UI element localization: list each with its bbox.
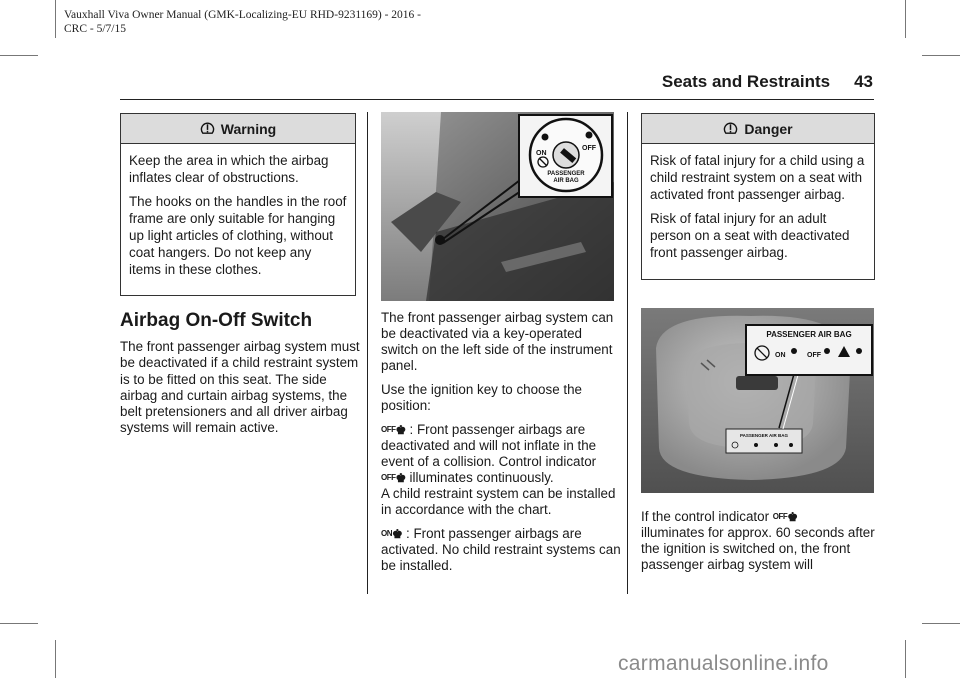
panel-title: PASSENGER AIR BAG	[766, 330, 852, 339]
danger-box	[641, 113, 875, 280]
page-number: 43	[854, 72, 873, 91]
danger-paragraph: Risk of fatal injury for an adult person on a seat with deactivated front passenger airbag.	[650, 211, 850, 260]
danger-title-text: Danger	[744, 120, 793, 137]
crop-mark	[55, 640, 56, 678]
middle-paragraph: Use the ignition key to choose the position:	[381, 382, 582, 413]
crop-mark	[905, 0, 906, 38]
airbag-off-indicator-icon: OFF♚	[381, 471, 406, 485]
middle-column	[381, 310, 621, 582]
page-heading	[662, 72, 873, 92]
document-header-line1: Vauxhall Viva Owner Manual (GMK-Localizing-EU RHD-9231169) - 2016 -	[64, 9, 422, 21]
airbag-switch-image	[381, 112, 614, 301]
crop-mark	[0, 55, 38, 56]
crop-mark	[922, 55, 960, 56]
off-position-text	[381, 422, 621, 486]
warning-icon	[723, 121, 738, 136]
panel-on-label: ON	[775, 352, 786, 359]
document-header-line2: CRC - 5/7/15	[64, 23, 126, 35]
panel-off-label: OFF	[807, 352, 821, 359]
watermark-text: carmanualsonline.info	[618, 652, 829, 675]
airbag-section	[120, 310, 360, 445]
warning-paragraph: Keep the area in which the airbag inflates clear of obstructions.	[129, 153, 329, 185]
middle-text: : Front passenger airbags are activated. No child restraint systems can be installed.	[381, 526, 621, 573]
airbag-off-indicator-icon: OFF♚	[772, 510, 798, 524]
crop-mark	[905, 640, 906, 678]
crop-mark	[922, 623, 960, 624]
danger-box-title	[642, 114, 874, 144]
switch-airbag-label: AIR BAG	[553, 178, 579, 184]
danger-paragraph: Risk of fatal injury for a child using a child restraint system on a seat with activated front passenger airbag.	[650, 153, 865, 202]
crop-mark	[0, 623, 38, 624]
on-position-text	[381, 526, 621, 574]
small-panel-title: PASSENGER AIR BAG	[739, 433, 789, 438]
middle-paragraph: The front passenger airbag system can be deactivated via a key-operated switch on the left side of the instrument panel.	[381, 310, 614, 373]
column-divider	[627, 112, 628, 594]
middle-paragraph: A child restraint system can be installed in accordance with the chart.	[381, 486, 616, 517]
document-header	[64, 8, 421, 36]
switch-passenger-label: PASSENGER	[547, 171, 585, 177]
airbag-heading: Airbag On-Off Switch	[120, 310, 313, 331]
middle-text: illuminates continuously.	[409, 470, 554, 485]
right-paragraph	[641, 509, 881, 573]
airbag-on-indicator-icon: ON♚	[381, 527, 403, 541]
warning-icon	[200, 121, 215, 136]
warning-box	[120, 113, 356, 296]
warning-box-title	[121, 114, 355, 144]
section-title: Seats and Restraints	[661, 72, 831, 91]
right-column	[641, 509, 881, 581]
column-divider	[367, 112, 368, 594]
middle-text: : Front passenger airbags are deactivated and will not inflate in the event of a collision. Control indicator	[381, 422, 597, 469]
right-text: If the control indicator	[641, 509, 770, 524]
switch-off-label: OFF	[582, 145, 596, 152]
warning-title-text: Warning	[220, 120, 277, 137]
airbag-off-indicator-icon: OFF♚	[381, 423, 406, 437]
warning-paragraph: The hooks on the handles in the roof frame are only suitable for hanging up light articles of clothing, without coat hangers. Do not keep any items in these clothes.	[129, 194, 347, 277]
airbag-indicator-image	[641, 308, 874, 493]
switch-on-label: ON	[536, 150, 547, 157]
airbag-body: The front passenger airbag system must be deactivated if a child restraint system is to be fitted on this seat. The side airbag and curtain airbag systems, the belt pretensioners and all driver airbag systems will remain active.	[120, 339, 360, 436]
crop-mark	[55, 0, 56, 38]
right-text: illuminates for approx. 60 seconds after the ignition is switched on, the front passenger airbag system will	[641, 525, 875, 572]
header-rule	[120, 99, 874, 100]
